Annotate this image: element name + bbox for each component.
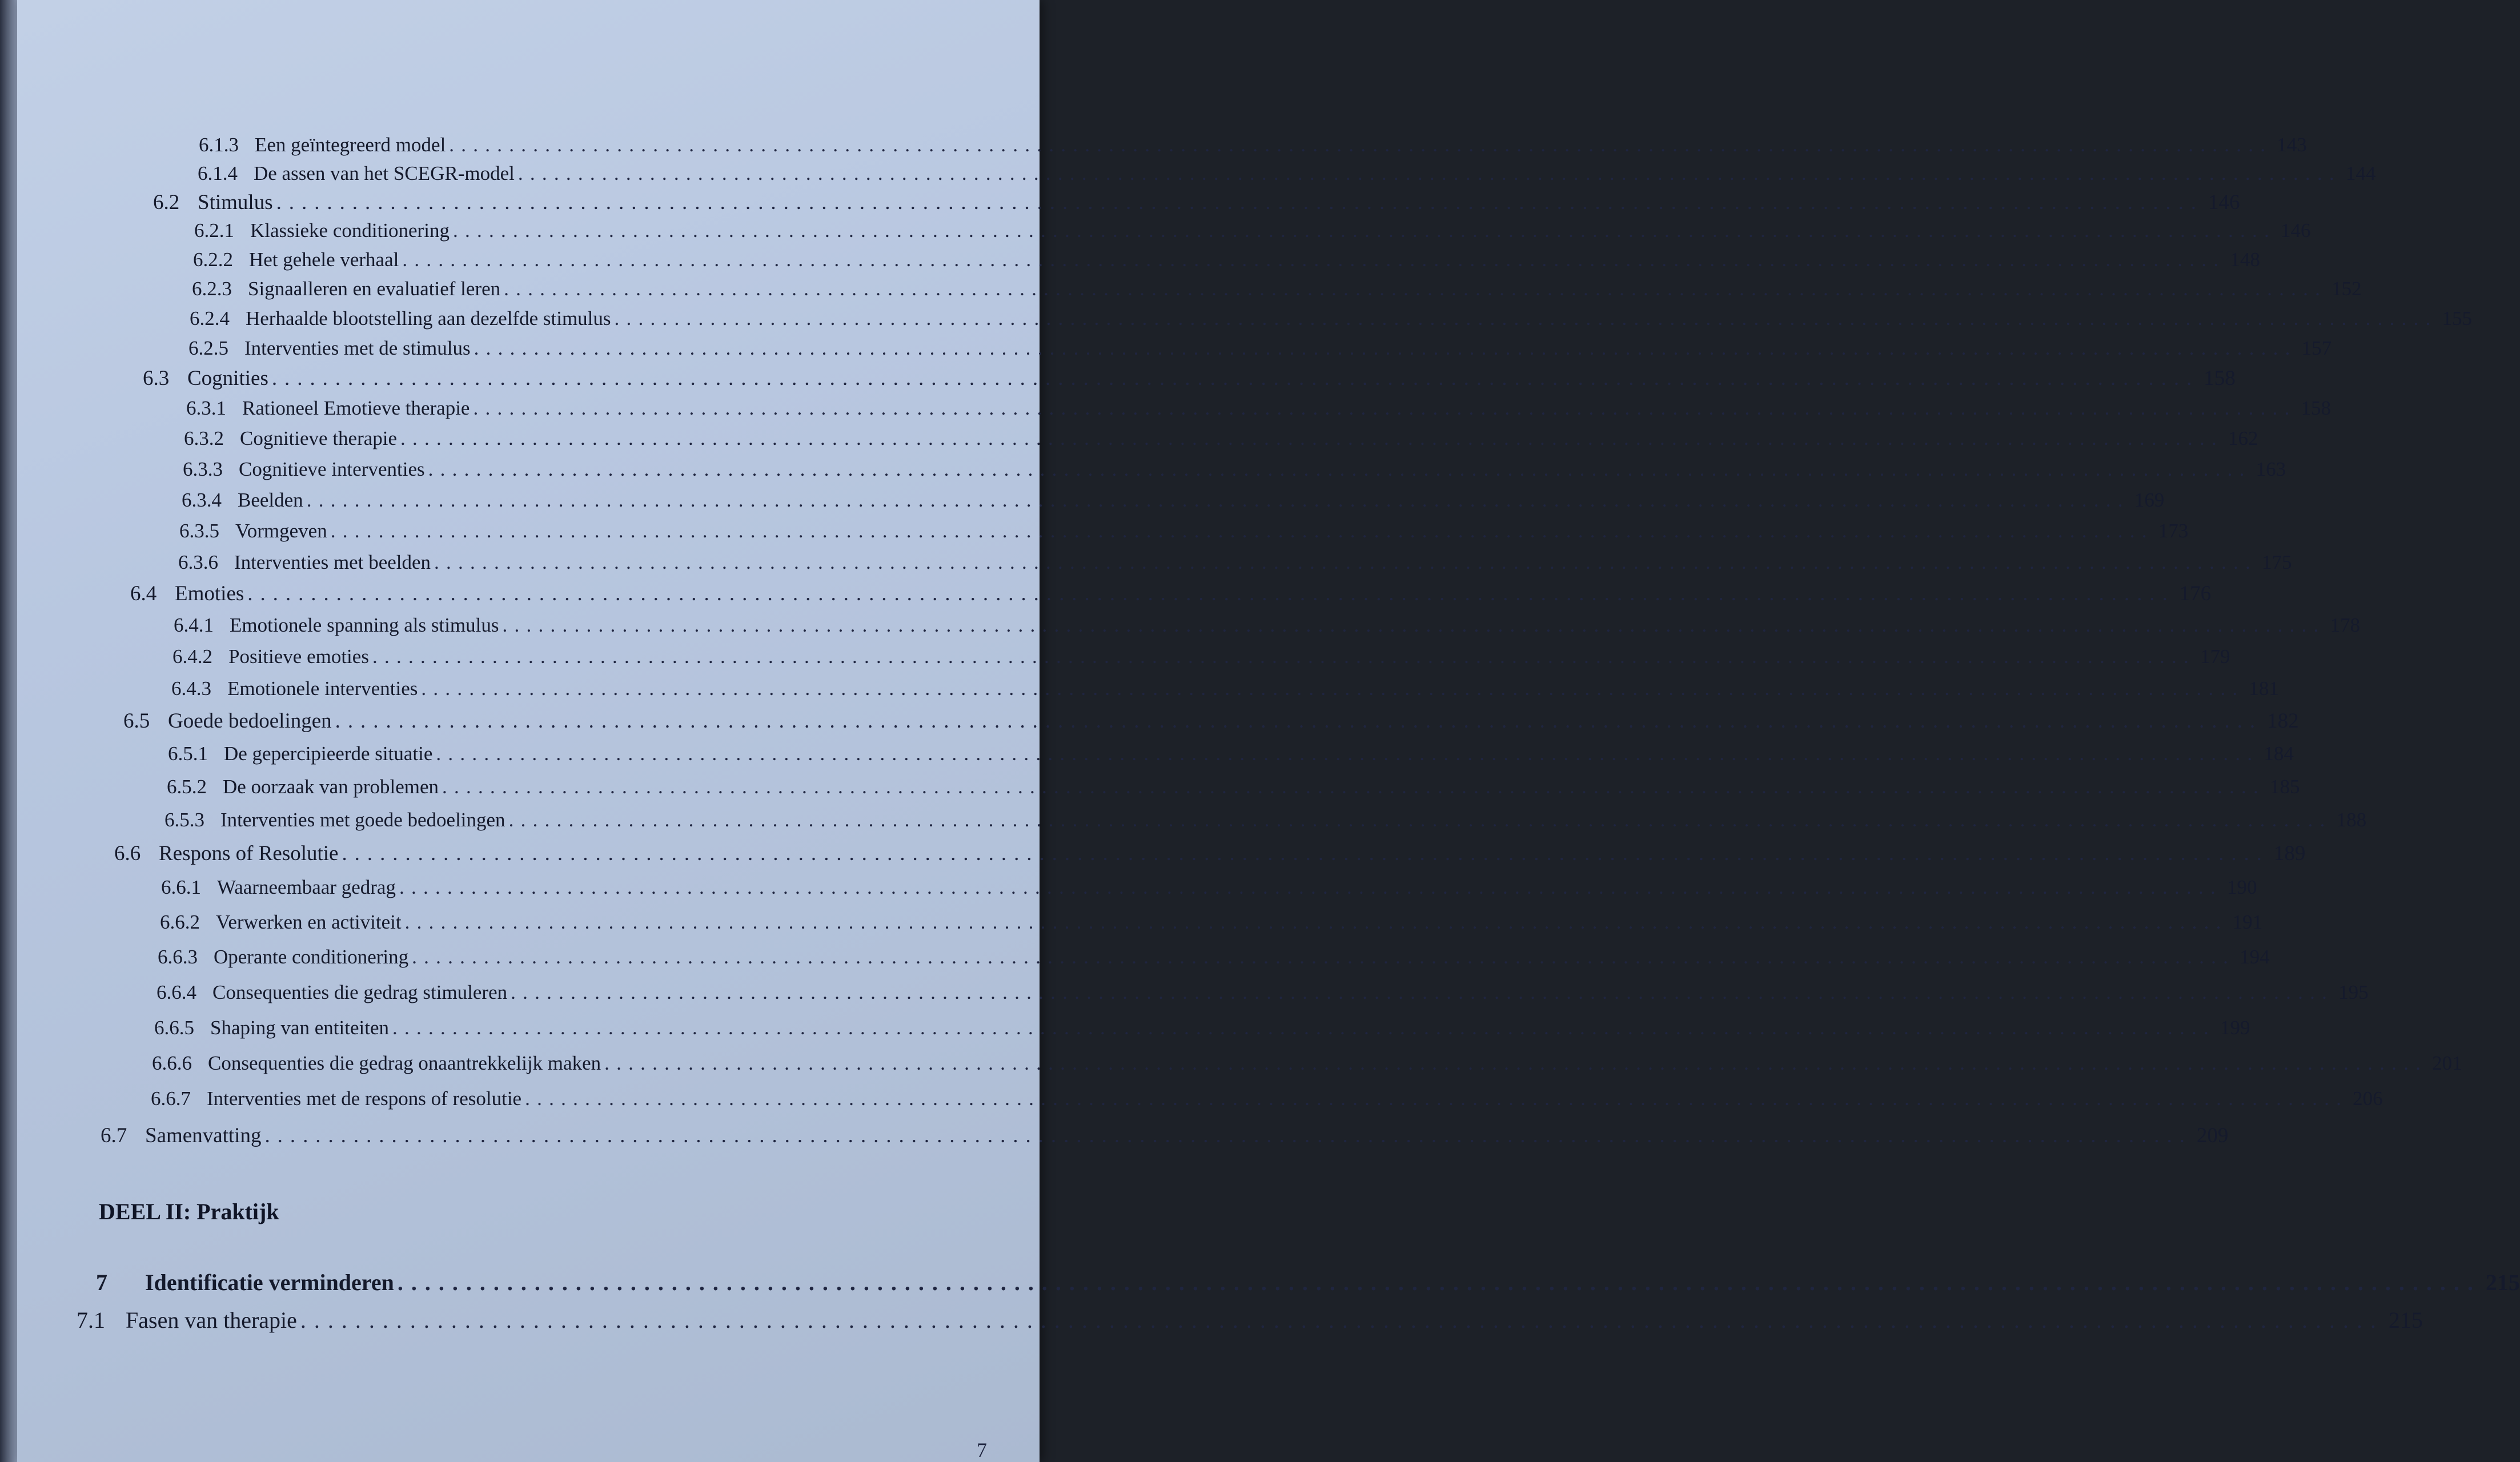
toc-entry-page: 201 bbox=[2432, 1052, 2462, 1074]
toc-entry-title: Respons of Resolutie bbox=[159, 842, 339, 865]
toc-entry-title: Cognitieve interventies bbox=[239, 458, 425, 480]
book-page bbox=[17, 0, 2520, 1462]
toc-entry-title: Signaalleren en evaluatief leren bbox=[248, 278, 501, 300]
toc-entry-title: Beelden bbox=[238, 489, 303, 511]
dot-leader: ........................................................................................................................................................ bbox=[428, 458, 2252, 480]
toc-entry-title: Cognitieve therapie bbox=[240, 427, 398, 449]
dot-leader: ........................................................................................................................................................ bbox=[449, 134, 2273, 156]
toc-entry-title: Interventies met de stimulus bbox=[244, 337, 471, 359]
dot-leader: ........................................................................................................................................................ bbox=[335, 709, 2263, 733]
toc-entry-title: Stimulus bbox=[198, 191, 273, 214]
toc-entry-page: 148 bbox=[2230, 248, 2260, 271]
toc-entry-title: Consequenties die gedrag stimuleren bbox=[212, 981, 508, 1003]
dot-leader: ........................................................................................................................................................ bbox=[247, 582, 2175, 605]
toc-entry-page: 182 bbox=[2267, 709, 2299, 733]
toc-entry bbox=[192, 278, 2362, 300]
toc-entry-page: 146 bbox=[2208, 191, 2240, 214]
dot-leader: ........................................................................................................................................................ bbox=[306, 489, 2130, 511]
toc-entry-number: 6.6.3 bbox=[158, 946, 198, 968]
toc-entry-page: 163 bbox=[2256, 458, 2286, 480]
toc-entry-title: De oorzaak van problemen bbox=[223, 776, 439, 798]
toc-entry bbox=[183, 458, 2286, 480]
toc-entry-page: 157 bbox=[2301, 337, 2332, 359]
toc-entry bbox=[168, 742, 2294, 765]
dot-leader: ........................................................................................................................................................ bbox=[397, 1270, 2481, 1295]
toc-entry-page: 184 bbox=[2264, 742, 2294, 765]
toc-entry-page: 144 bbox=[2345, 162, 2376, 184]
toc-entry-page: 176 bbox=[2179, 582, 2212, 605]
toc-entry-number: 6.4 bbox=[130, 582, 157, 605]
toc-entry bbox=[171, 677, 2279, 700]
toc-entry bbox=[178, 551, 2292, 573]
toc-entry-title: Fasen van therapie bbox=[126, 1307, 297, 1333]
toc-entry-page: 194 bbox=[2240, 946, 2270, 968]
toc-entry-number: 6.3.3 bbox=[183, 458, 223, 480]
toc-entry-page: 215 bbox=[2485, 1270, 2520, 1295]
toc-entry-title: Interventies met goede bedoelingen bbox=[220, 809, 505, 831]
dot-leader: ........................................................................................................................................................ bbox=[525, 1087, 2349, 1110]
toc-entry-title: Samenvatting bbox=[145, 1124, 262, 1147]
toc-entry-number: 6.1.3 bbox=[199, 134, 239, 156]
dot-leader: ........................................................................................................................................................ bbox=[404, 911, 2228, 933]
toc-entry bbox=[167, 776, 2300, 798]
toc-entry-title: De gepercipieerde situatie bbox=[224, 742, 433, 765]
toc-entry-number: 6.2 bbox=[153, 191, 180, 214]
toc-entry bbox=[174, 614, 2360, 636]
toc-entry bbox=[160, 911, 2263, 933]
toc-entry-title: Positieve emoties bbox=[228, 645, 369, 668]
dot-leader: ........................................................................................................................................................ bbox=[511, 981, 2334, 1003]
toc-entry bbox=[152, 1052, 2462, 1074]
toc-entry-number: 6.6.1 bbox=[161, 876, 201, 898]
toc-entry-number: 6.3 bbox=[143, 367, 170, 390]
toc-entry-number: 6.2.4 bbox=[190, 307, 230, 330]
toc-entry bbox=[130, 582, 2212, 605]
dot-leader: ........................................................................................................................................................ bbox=[300, 1307, 2384, 1333]
toc-entry-title: Shaping van entiteiten bbox=[210, 1017, 389, 1039]
toc-entry-number: 6.1.4 bbox=[198, 162, 238, 184]
dot-leader: ........................................................................................................................................................ bbox=[412, 946, 2236, 968]
toc-entry-number: 6.3.6 bbox=[178, 551, 218, 573]
toc-entry bbox=[153, 191, 2240, 214]
dot-leader: ........................................................................................................................................................ bbox=[517, 162, 2341, 184]
toc-entry-page: 179 bbox=[2200, 645, 2230, 668]
toc-entry bbox=[179, 520, 2189, 542]
toc-entry-number: 6.2.2 bbox=[193, 248, 233, 271]
toc-entry-page: 173 bbox=[2158, 520, 2189, 542]
toc-entry-title: Emotionele interventies bbox=[227, 677, 418, 700]
toc-entry-page: 190 bbox=[2226, 876, 2257, 898]
toc-entry-title: Interventies met beelden bbox=[234, 551, 431, 573]
toc-entry-number: 6.3.5 bbox=[179, 520, 219, 542]
toc-entry-page: 158 bbox=[2204, 367, 2236, 390]
toc-entry-page: 158 bbox=[2301, 397, 2331, 419]
toc-entry bbox=[199, 134, 2307, 156]
toc-entry bbox=[194, 219, 2311, 242]
dot-leader: ........................................................................................................................................................ bbox=[402, 248, 2226, 271]
toc-entry-number: 6.5.3 bbox=[164, 809, 204, 831]
page-edge bbox=[0, 0, 17, 1462]
dot-leader: ........................................................................................................................................................ bbox=[473, 397, 2297, 419]
toc-entry-title: Een geïntegreerd model bbox=[255, 134, 446, 156]
toc-entry bbox=[198, 162, 2376, 184]
toc-entry-page: 181 bbox=[2249, 677, 2279, 700]
toc-entry-title: Verwerken en activiteit bbox=[216, 911, 402, 933]
toc-entry bbox=[101, 1124, 2229, 1147]
dot-leader: ........................................................................................................................................................ bbox=[421, 677, 2245, 700]
toc-entry bbox=[157, 981, 2369, 1003]
dot-leader: ........................................................................................................................................................ bbox=[502, 614, 2326, 636]
toc-entry-number: 6.5 bbox=[123, 709, 150, 733]
toc-entry-number: 6.4.3 bbox=[171, 677, 211, 700]
toc-entry-page: 215 bbox=[2388, 1307, 2423, 1333]
toc-entry bbox=[172, 645, 2230, 668]
toc-entry-title: Identificatie verminderen bbox=[145, 1270, 394, 1295]
toc-entry-page: 178 bbox=[2330, 614, 2360, 636]
dot-leader: ........................................................................................................................................................ bbox=[508, 809, 2332, 831]
toc-entry-number: 6.6.5 bbox=[154, 1017, 194, 1039]
dot-leader: ........................................................................................................................................................ bbox=[400, 427, 2224, 449]
toc-entry-page: 185 bbox=[2270, 776, 2300, 798]
dot-leader: ........................................................................................................................................................ bbox=[473, 337, 2297, 359]
toc-entry-page: 188 bbox=[2336, 809, 2367, 831]
toc-entry-title: Goede bedoelingen bbox=[168, 709, 332, 733]
toc-entry-page: 199 bbox=[2220, 1017, 2250, 1039]
toc-entry-page: 195 bbox=[2338, 981, 2369, 1003]
toc-entry bbox=[151, 1087, 2383, 1110]
toc-entry-number: 6.5.1 bbox=[168, 742, 208, 765]
part-heading: DEEL II: Praktijk bbox=[99, 1199, 279, 1224]
toc-entry-title: Emotionele spanning als stimulus bbox=[230, 614, 499, 636]
dot-leader: ........................................................................................................................................................ bbox=[271, 367, 2200, 390]
page-number: 7 bbox=[977, 1439, 987, 1461]
toc-entry-page: 189 bbox=[2273, 842, 2306, 865]
dot-leader: ........................................................................................................................................................ bbox=[342, 842, 2269, 865]
toc-entry bbox=[154, 1017, 2250, 1039]
toc-entry bbox=[193, 248, 2260, 271]
dot-leader: ........................................................................................................................................................ bbox=[614, 307, 2438, 330]
toc-entry bbox=[190, 307, 2473, 330]
toc-entry-title: Vormgeven bbox=[235, 520, 327, 542]
toc-entry bbox=[186, 397, 2331, 419]
toc-entry-number: 6.6.4 bbox=[157, 981, 196, 1003]
toc-entry-number: 6.3.1 bbox=[186, 397, 226, 419]
toc-entry-number: 6.5.2 bbox=[167, 776, 207, 798]
toc-entry-title: Cognities bbox=[187, 367, 268, 390]
toc-entry-title: Rationeel Emotieve therapie bbox=[242, 397, 470, 419]
toc-entry bbox=[77, 1307, 2423, 1333]
toc-entry-number: 7 bbox=[96, 1270, 107, 1295]
dot-leader: ........................................................................................................................................................ bbox=[330, 520, 2154, 542]
dot-leader: ........................................................................................................................................................ bbox=[399, 876, 2222, 898]
toc-entry-number: 6.6.6 bbox=[152, 1052, 192, 1074]
toc-entry-number: 6.2.1 bbox=[194, 219, 234, 242]
toc-entry bbox=[164, 809, 2367, 831]
toc-entry bbox=[184, 427, 2258, 449]
toc-entry-number: 6.4.1 bbox=[174, 614, 214, 636]
toc-entry-number: 6.4.2 bbox=[172, 645, 212, 668]
toc-entry-number: 6.3.4 bbox=[182, 489, 222, 511]
toc-entry bbox=[123, 709, 2299, 733]
toc-entry-title: Consequenties die gedrag onaantrekkelijk maken bbox=[208, 1052, 601, 1074]
toc-chapter-entry bbox=[96, 1270, 2520, 1295]
dot-leader: ........................................................................................................................................................ bbox=[434, 551, 2258, 573]
dot-leader: ........................................................................................................................................................ bbox=[264, 1124, 2192, 1147]
toc-entry-page: 175 bbox=[2262, 551, 2292, 573]
toc-entry-title: Waarneembaar gedrag bbox=[217, 876, 396, 898]
dot-leader: ........................................................................................................................................................ bbox=[372, 645, 2196, 668]
toc-entry-page: 169 bbox=[2134, 489, 2165, 511]
toc-entry-number: 6.3.2 bbox=[184, 427, 224, 449]
dot-leader: ........................................................................................................................................................ bbox=[436, 742, 2260, 765]
toc-entry bbox=[158, 946, 2270, 968]
toc-entry-number: 6.2.5 bbox=[188, 337, 228, 359]
toc-entry-title: Het gehele verhaal bbox=[249, 248, 399, 271]
toc-entry-title: Herhaalde blootstelling aan dezelfde stimulus bbox=[246, 307, 611, 330]
toc-entry-title: Emoties bbox=[175, 582, 244, 605]
toc-entry-number: 6.7 bbox=[101, 1124, 127, 1147]
toc-entry bbox=[182, 489, 2165, 511]
dot-leader: ........................................................................................................................................................ bbox=[442, 776, 2266, 798]
toc-entry-page: 143 bbox=[2277, 134, 2307, 156]
toc-entry-title: Klassieke conditionering bbox=[250, 219, 450, 242]
toc-entry bbox=[161, 876, 2257, 898]
table-of-contents bbox=[17, 0, 2520, 1462]
toc-entry-title: Interventies met de respons of resolutie bbox=[207, 1087, 522, 1110]
toc-entry-number: 6.6 bbox=[114, 842, 141, 865]
toc-entry-page: 206 bbox=[2353, 1087, 2383, 1110]
dot-leader: ........................................................................................................................................................ bbox=[504, 278, 2328, 300]
toc-entry-page: 191 bbox=[2232, 911, 2263, 933]
toc-entry bbox=[188, 337, 2332, 359]
toc-entry bbox=[143, 367, 2236, 390]
toc-entry-number: 6.6.2 bbox=[160, 911, 200, 933]
dot-leader: ........................................................................................................................................................ bbox=[276, 191, 2204, 214]
toc-entry-title: De assen van het SCEGR-model bbox=[254, 162, 515, 184]
dot-leader: ........................................................................................................................................................ bbox=[392, 1017, 2216, 1039]
toc-entry-number: 6.2.3 bbox=[192, 278, 232, 300]
toc-entry-title: Operante conditionering bbox=[214, 946, 409, 968]
toc-entry-page: 155 bbox=[2442, 307, 2473, 330]
toc-entry bbox=[114, 842, 2306, 865]
dot-leader: ........................................................................................................................................................ bbox=[452, 219, 2276, 242]
toc-entry-page: 162 bbox=[2228, 427, 2258, 449]
toc-entry-page: 152 bbox=[2332, 278, 2362, 300]
toc-entry-page: 146 bbox=[2280, 219, 2311, 242]
dot-leader: ........................................................................................................................................................ bbox=[604, 1052, 2428, 1074]
toc-entry-page: 209 bbox=[2196, 1124, 2229, 1147]
toc-entry-number: 7.1 bbox=[77, 1307, 105, 1333]
toc-entry-number: 6.6.7 bbox=[151, 1087, 191, 1110]
